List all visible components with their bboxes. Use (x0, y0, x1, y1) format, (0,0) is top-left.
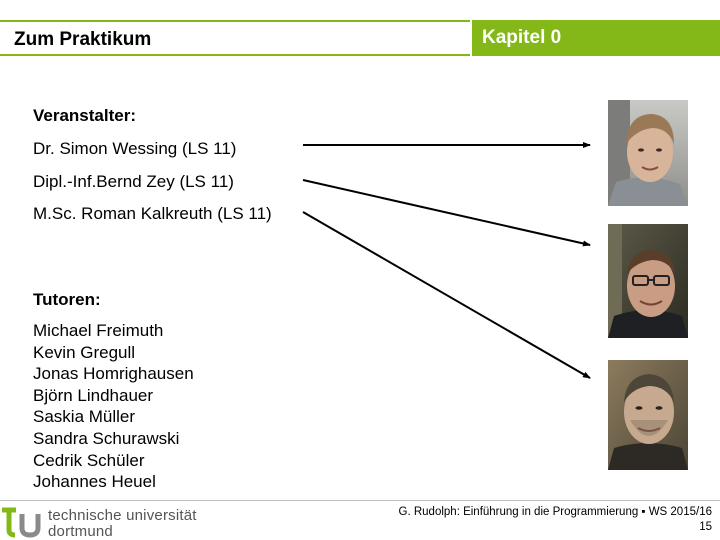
photo-kalkreuth (608, 360, 688, 470)
tutor-name: Michael Freimuth (33, 321, 164, 340)
tutor-name: Saskia Müller (33, 407, 136, 427)
page-number: 15 (699, 521, 712, 533)
footer-divider (0, 500, 720, 501)
tutoren-heading: Tutoren: (33, 290, 101, 309)
photo-wessing (608, 100, 688, 206)
arrow-zey (303, 180, 590, 245)
logo-line-1: technische universität (48, 507, 197, 524)
photo-zey (608, 224, 688, 338)
arrow-kalkreuth (303, 212, 590, 378)
tutor-name: Kevin Gregull (33, 342, 136, 362)
tutor-name: Jonas Homrighausen (33, 364, 194, 384)
logo-line-2: dortmund (48, 523, 113, 540)
tutor-name: Johannes Heuel (33, 472, 156, 492)
tutor-name: Cedrik Schüler (33, 450, 145, 470)
tu-logo-icon (0, 504, 44, 540)
veranstalter-2: Dipl.-Inf.Bernd Zey (LS 11) (33, 172, 234, 191)
tu-dortmund-logo (0, 504, 200, 540)
slide-title: Zum Praktikum (14, 29, 152, 50)
chapter-label: Kapitel 0 (482, 27, 562, 48)
veranstalter-heading: Veranstalter: (33, 106, 136, 125)
footer-credit-text: G. Rudolph: Einführung in die Programmierung ▪ WS 2015/16 (398, 506, 712, 518)
veranstalter-3: M.Sc. Roman Kalkreuth (LS 11) (33, 204, 272, 223)
veranstalter-1: Dr. Simon Wessing (LS 11) (33, 139, 237, 158)
tutor-name: Björn Lindhauer (33, 385, 154, 405)
tutor-name: Sandra Schurawski (33, 428, 180, 448)
footer-credit (399, 505, 712, 535)
